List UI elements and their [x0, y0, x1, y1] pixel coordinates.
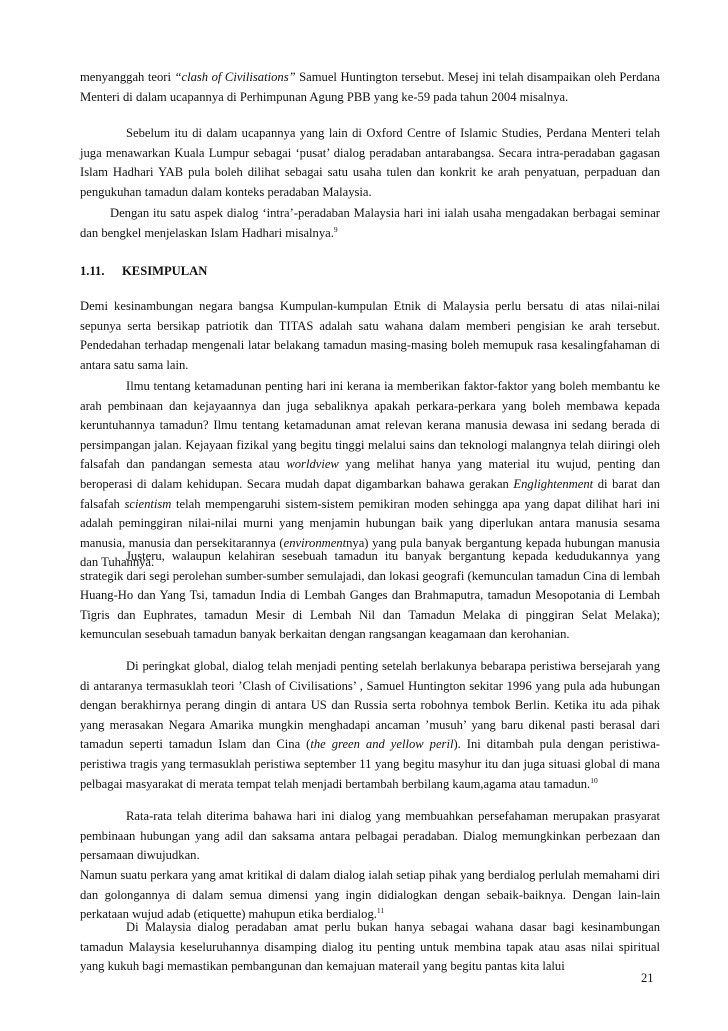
footnote-ref-10: 10 — [590, 775, 598, 785]
p5-text-i: nya) yang pula banyak bergantung kepada hubungan manusia dan Tuhannya. — [80, 535, 660, 570]
p5-text-e: di barat dan falsafah — [80, 476, 661, 511]
p5-text-a: Ilmu tentang ketamadunan penting hari ini kerana ia memberikan faktor-faktor yang boleh membantu ke arah pembinaan dan kejayaannya dan juga sebaliknya apakah perkara-perkara yang boleh membawa kepada keruntuhannya tamadun? Ilmu tentang ketamadunan amat relevan kerana manusia dewasa ini sedang berada di persimpangan jalan. Kejayaan fizikal yang begitu tinggi melalui sains dan teknologi malangnya telah diiringi oleh falsafah dan pandangan semesta atau — [80, 379, 660, 472]
p7-italic-peril: the green and yellow peril — [310, 737, 454, 752]
p8-text-b: Namun suatu perkara yang amat kritikal di dalam dialog ialah setiap pihak yang berdialog perlulah memahami diri dan golongannya di dalam semua dimensi yang ingin didialogkan dengan sebaik-baiknya. Dengan lain-lain perkataan wujud adab (etiquette) mahupun etika berdialog. — [80, 868, 660, 922]
paragraph-peringkat-global — [80, 657, 660, 794]
p1-text-a: menyanggah teori — [80, 70, 175, 84]
p5-italic-scientism: scientism — [124, 496, 172, 511]
p5-italic-worldview: worldview — [286, 457, 339, 472]
p5-text-g: telah mempengaruhi sistem-sistem pemikiran moden sehingga apa yang dapat dilihat hari ini adalah peminggiran nilai-nilai murni yang menjamin hubungan baik yang diperlukan antara manusia sesama manusia, manusia dan persekitarannya ( — [80, 496, 660, 550]
p3-text: Dengan itu satu aspek dialog ‘intra’-peradaban Malaysia hari ini ialah usaha mengadakan berbagai seminar dan bengkel menjelaskan Islam Hadhari misalnya. — [80, 206, 660, 240]
paragraph-di-malaysia: Di Malaysia dialog peradaban amat perlu bukan hanya sebagai wahana dasar bagi kesinambungan tamadun Malaysia keseluruhannya disamping dialog itu penting untuk membina tapak atau asas nilai spiritual yang kukuh bagi memastikan pembangunan dan kemajuan materail yang begitu pantas kita lalui — [80, 920, 660, 974]
footnote-ref-9: 9 — [333, 224, 338, 234]
p5-italic-environment: environment — [283, 535, 347, 550]
section-number: 1.11. — [80, 264, 105, 278]
p1-italic-term: “clash of Civilisations” — [174, 70, 296, 84]
paragraph-oxford-centre: Sebelum itu di dalam ucapannya yang lain di Oxford Centre of Islamic Studies, Perdana Menteri telah juga menawarkan Kuala Lumpur sebagai ‘pusat’ dialog peradaban antarabangsa. Secara intra-peradaban gagasan Islam Hadhari YAB pula boleh dilihat sebagai satu usaha tulen dan konkrit ke arah penyatuan, perpaduan dan pengukuhan tamadun dalam konteks peradaban Malaysia. — [80, 126, 660, 199]
p5-text-c: yang melihat hanya yang material itu wujud, penting dan beroperasi di dalam kehidupan. Secara mudah dapat digambarkan bahawa gerakan — [80, 457, 661, 491]
paragraph-kesinambungan: Demi kesinambungan negara bangsa Kumpulan-kumpulan Etnik di Malaysia perlu bersatu di atas nilai-nilai sepunya serta bersikap patriotik dan TITAS adalah satu wahana dalam memberi pengisian ke arah tersebut. Pendedahan terhadap mengenali latar belakang tamadun masing-masing boleh memupuk rasa kesalingfahaman di antara satu sama lain. — [80, 299, 660, 372]
p5-italic-englightenment: Englightenment — [513, 476, 594, 491]
page-number: 21 — [641, 971, 654, 985]
section-title: KESIMPULAN — [122, 264, 208, 278]
paragraph-rata-rata: Rata-rata telah diterima bahawa hari ini dialog yang membuahkan persefahaman merupakan prasyarat pembinaan hubungan yang adil dan saksama antara pelbagai peradaban. Dialog memungkinkan perbezaan dan persamaan diwujudkan. — [80, 809, 660, 863]
paragraph-ilmu-ketamadunan — [80, 377, 660, 573]
paragraph-intra-peradaban — [80, 204, 660, 243]
p1-text-c: Samuel Huntington tersebut. Mesej ini telah disampaikan oleh Perdana Menteri di dalam ucapannya di Perhimpunan Agung PBB yang ke-59 pada tahun 2004 misalnya. — [80, 70, 660, 104]
paragraph-justeru: Justeru, walaupun kelahiran sesebuah tamadun itu banyak bergantung kepada kedudukannya yang strategik dari segi perolehan sumber-sumber semulajadi, dan lokasi geografi (kemunculan tamadun Cina di lembah Huang-Ho dan Yang Tsi, tamadun India di Lembah Ganges dan Brahmaputra, tamadun Mesopotania di Lembah Tigris dan Euphrates, tamadun Mesir di Lembah Nil dan Tamadun Melaka di pinggiran Selat Melaka); kemunculan sesebuah tamadun banyak berkaitan dengan rangsangan keagamaan dan kerohanian. — [80, 549, 660, 642]
section-heading — [80, 262, 207, 282]
paragraph-clash-of-civilisations — [80, 68, 660, 107]
p7-text-a: Di peringkat global, dialog telah menjadi penting setelah berlakunya bebarapa peristiwa bersejarah yang di antaranya termasuklah teori ’Clash of Civilisations’ , Samuel Huntington sekitar 1996 yang pula ada hubungan dengan berakhirnya perang dingin di antara US dan Russia serta robohnya tembok Berlin. Ketika itu ada pihak yang merasakan Negara Amarika mungkin menghadapi ancaman ’musuh’ yang baru dikenal pasti berasal dari tamadun seperti tamadun Islam dan Cina ( — [80, 659, 660, 752]
footnote-ref-11: 11 — [376, 906, 385, 916]
p7-text-c: ). Ini ditambah pula dengan peristiwa-peristiwa tragis yang termasuklah peristiwa september 11 yang begitu masyhur itu dan juga situasi global di mana pelbagai masyarakat di merata tempat telah menjadi bertambah berbilang kaum,agama atau tamadun. — [80, 737, 660, 791]
paragraph-namun — [80, 866, 660, 925]
